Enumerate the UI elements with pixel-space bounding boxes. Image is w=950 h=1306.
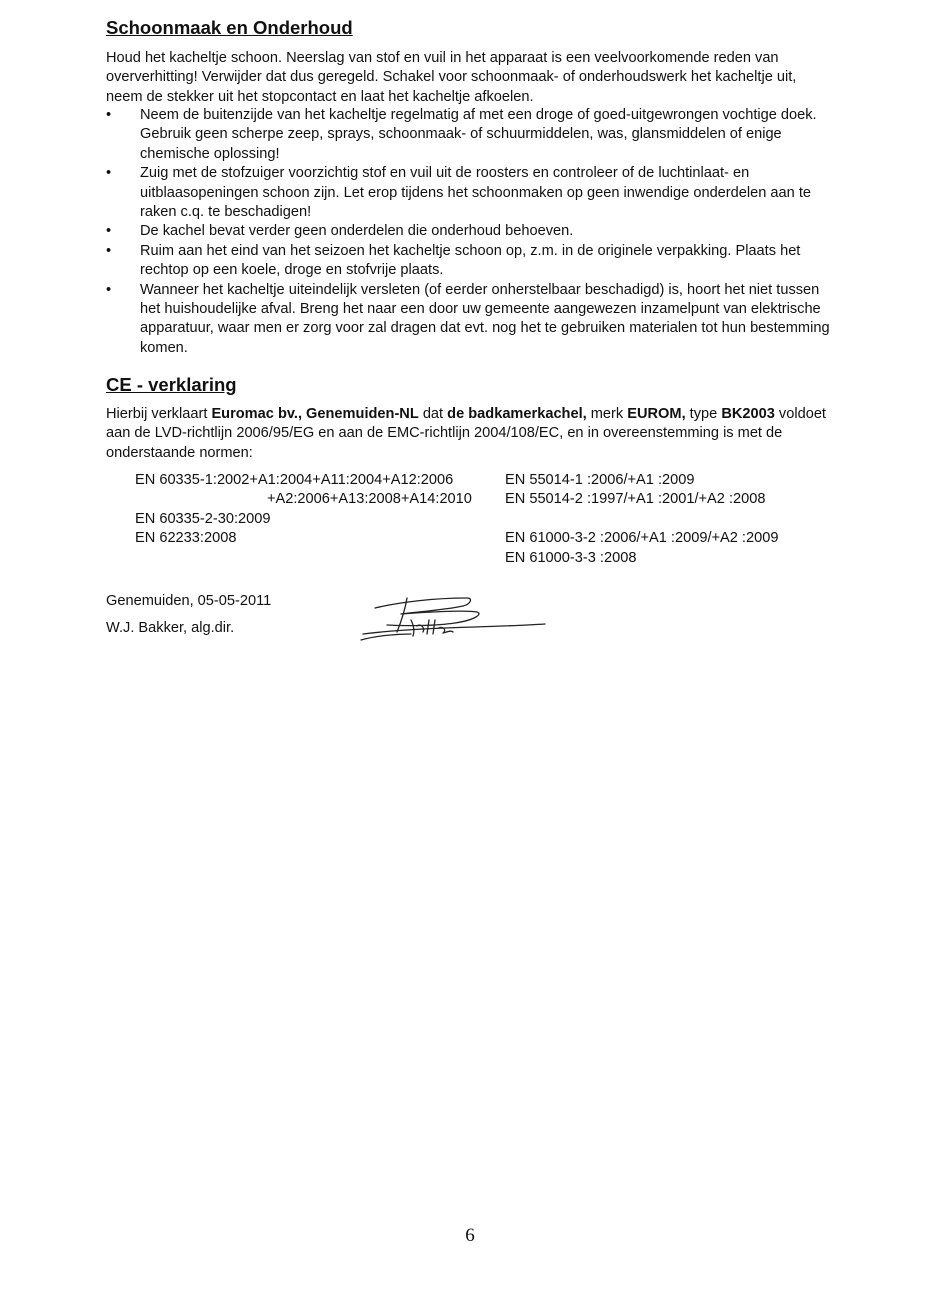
product-type: BK2003 [721,406,775,422]
list-item [106,164,836,222]
section-title-cleaning: Schoonmaak en Onderhoud [106,17,353,38]
norms-list-left [135,471,480,549]
list-item-text: Neem de buitenzijde van het kacheltje regelmatig af met een droge of goed-uitgewrongen vochtige doek. Gebruik geen scherpe zeep, sprays, schoonmaak- of schuurmiddelen, was, glansmiddelen of enige chemische oplossing! [140,107,817,162]
page-number: 6 [465,1225,475,1246]
brand-name: EUROM, [627,406,686,422]
declaration-text-3: merk [586,406,628,422]
list-item-text: Wanneer het kacheltje uiteindelijk versleten (of eerder onherstelbaar beschadigd) is, hoort het niet tussen het huishoudelijke afval. Breng het naar een door uw gemeente aangewezen inzamelpunt van elektrische apparatuur, waar men er zorg voor zal dragen dat evt. nog het te gebruiken materialen tot hun bestemming komen. [140,281,830,356]
company-name: Euromac bv., Genemuiden-NL [211,406,419,422]
norm-item: EN 55014-1 :2006/+A1 :2009 [505,472,695,488]
cleaning-intro: Houd het kacheltje schoon. Neerslag van stof en vuil in het apparaat is een veelvoorkomende reden van oververhitting! Verwijder dat dus geregeld. Schakel voor schoonmaak- of onderhoudswerk het kacheltje uit, neem de stekker uit het stopcontact en laat het kacheltje afkoelen. [106,50,797,105]
ce-declaration-text [106,405,836,463]
signer-name: W.J. Bakker, alg.dir. [106,620,235,636]
declaration-text-5: voldoet aan de LVD-richtlijn 2006/95/EG en aan de EMC-richtlijn 2004/108/EC, en in overeenstemming is met de onderstaande normen: [106,406,826,461]
declaration-text-2: dat [418,406,448,422]
list-item [106,222,836,241]
cleaning-bullet-list [106,106,836,358]
place-and-date: Genemuiden, 05-05-2011 [106,593,272,609]
list-item-text: De kachel bevat verder geen onderdelen die onderhoud behoeven. [140,223,574,240]
norm-spacer [505,510,825,529]
product-name: de badkamerkachel, [447,406,587,422]
bullet-icon: • [106,165,112,182]
norm-item: EN 61000-3-3 :2008 [505,549,637,566]
norm-item-continued: +A2:2006+A13:2008+A14:2010 [267,491,472,508]
declaration-text-4: type [685,406,722,422]
norm-item: EN 60335-2-30:2009 [135,510,271,527]
list-item [106,106,836,164]
norm-item: EN 60335-1:2002+A1:2004+A11:2004+A12:2006 [135,472,454,488]
bullet-icon: • [106,223,112,240]
norm-item: EN 61000-3-2 :2006/+A1 :2009/+A2 :2009 [505,530,779,547]
bullet-icon: • [106,281,112,298]
norms-list-right [505,471,825,568]
declaration-text-1: Hierbij verklaart [106,406,212,422]
signature-image [355,590,550,648]
norm-item: EN 55014-2 :1997/+A1 :2001/+A2 :2008 [505,491,766,508]
bullet-icon: • [106,107,112,123]
list-item [106,242,836,281]
list-item-text: Ruim aan het eind van het seizoen het kacheltje schoon op, z.m. in de originele verpakking. Plaats het rechtop op een koele, droge en stofvrije plaats. [140,242,801,279]
norm-item: EN 62233:2008 [135,530,237,547]
list-item [106,281,836,359]
list-item-text: Zuig met de stofzuiger voorzichtig stof en vuil uit de roosters en controleer of de luchtinlaat- en uitblaasopeningen schoon zijn. Let erop tijdens het schoonmaken op geen inwendige onderdelen aan te raken c.q. te beschadigen! [140,165,811,221]
bullet-icon: • [106,242,112,259]
section-title-ce-declaration: CE - verklaring [106,374,237,395]
